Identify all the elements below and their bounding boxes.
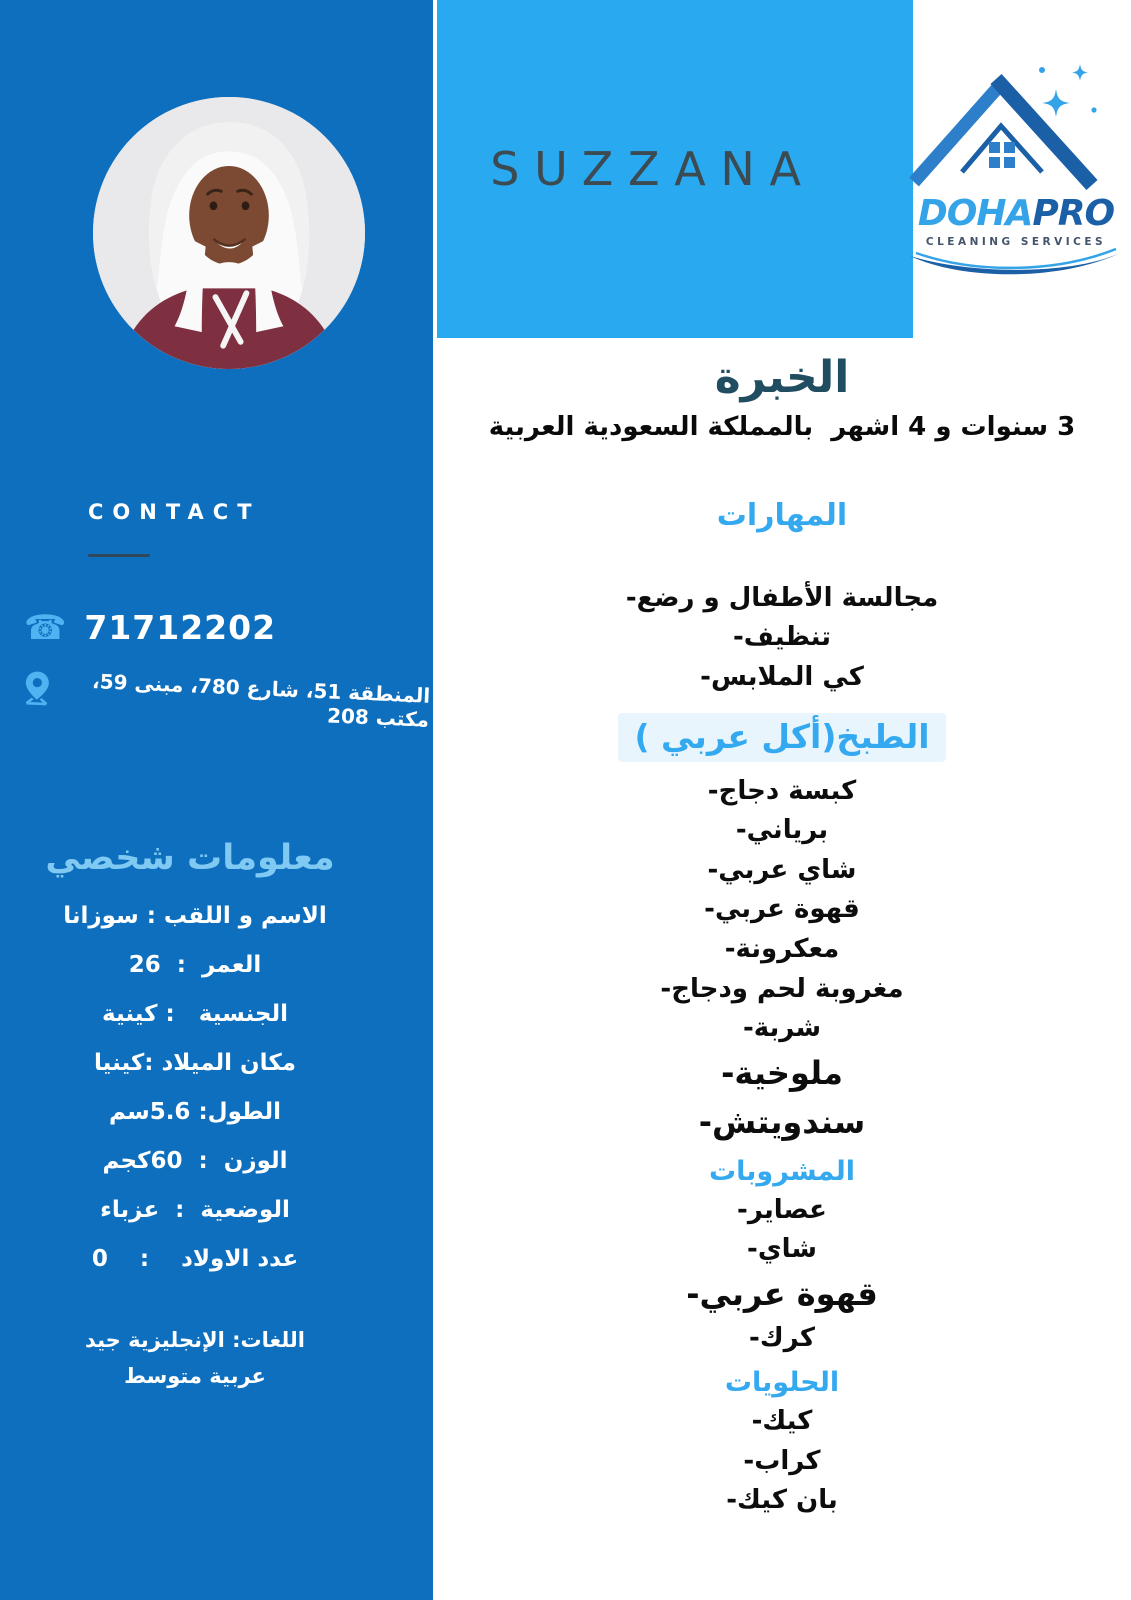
contact-underline xyxy=(88,554,150,557)
info-label: عدد الاولاد xyxy=(181,1246,299,1272)
profile-photo xyxy=(93,97,365,369)
info-label: الجنسية xyxy=(198,1001,288,1027)
list-item: -شاي عربي xyxy=(707,854,857,885)
list-item: -كرك xyxy=(749,1323,815,1354)
info-label: الاسم و اللقب xyxy=(163,903,327,929)
list-item: -بان كيك xyxy=(726,1485,838,1516)
personal-info-row xyxy=(0,1137,390,1186)
personal-info-row xyxy=(0,1186,390,1235)
list-item: -قهوة عربي xyxy=(704,894,860,925)
list-item: -كراب xyxy=(743,1445,821,1476)
logo-word-doha: DOHA xyxy=(917,193,1033,234)
name-banner xyxy=(437,0,913,338)
address-row xyxy=(21,666,431,732)
experience-title: الخبرة xyxy=(714,352,850,403)
profile-photo-illustration xyxy=(93,97,365,369)
personal-info-row xyxy=(0,1088,390,1137)
info-separator: : xyxy=(157,1001,199,1027)
list-item: الحلويات xyxy=(724,1366,840,1398)
list-item: -تنظيف xyxy=(732,622,832,653)
list-item: -قهوة عربي xyxy=(686,1274,878,1313)
personal-info-row xyxy=(0,892,390,941)
language-line: اللغات: الإنجليزية جيد xyxy=(84,1328,306,1352)
info-separator: : xyxy=(182,1148,224,1174)
info-value: كينيا xyxy=(94,1050,145,1076)
personal-info-row xyxy=(0,990,390,1039)
list-item: المهارات xyxy=(716,497,848,533)
info-label: الطول xyxy=(207,1099,281,1125)
company-logo xyxy=(905,58,1127,282)
list-item: -ملوخية xyxy=(721,1053,843,1092)
window-icon xyxy=(989,142,1015,168)
logo-wordmark xyxy=(905,193,1127,234)
list-item: -كبسة دجاج xyxy=(707,775,857,806)
experience-subtitle: 3 سنوات و 4 اشهر بالمملكة السعودية العربية xyxy=(488,412,1076,442)
info-separator: : xyxy=(138,903,164,929)
info-label: العمر xyxy=(202,952,262,978)
info-label: مكان الميلاد xyxy=(161,1050,296,1076)
skills-list xyxy=(618,496,945,1521)
list-item: -مغروبة لحم ودجاج xyxy=(660,973,904,1004)
location-pin-icon xyxy=(21,669,53,712)
address-text: المنطقة 51، شارع 780، مبنى 59، مكتب 208 xyxy=(84,668,431,732)
sparkles-icon xyxy=(1039,64,1097,117)
info-value: سوزانا xyxy=(63,903,139,929)
info-separator: : xyxy=(107,1246,182,1272)
language-line: عربية متوسط xyxy=(124,1364,266,1388)
info-label: الوضعية xyxy=(200,1197,290,1223)
logo-tagline: CLEANING SERVICES xyxy=(925,236,1107,248)
list-item: -شربة xyxy=(742,1013,822,1044)
info-label: الوزن xyxy=(223,1148,288,1174)
list-item: -كي الملابس xyxy=(700,661,864,692)
info-separator: : xyxy=(160,952,202,978)
info-value: 60كجم xyxy=(102,1148,183,1174)
list-item: الطبخ(أكل عربي ) xyxy=(618,713,945,762)
info-separator: : xyxy=(190,1099,208,1125)
info-value: كينية xyxy=(102,1001,158,1027)
candidate-name: SUZZANA xyxy=(490,142,816,196)
personal-info-row xyxy=(0,1039,390,1088)
phone-number: 71712202 xyxy=(84,608,277,647)
info-value: 26 xyxy=(128,952,161,978)
list-item: -مجالسة الأطفال و رضع xyxy=(625,582,939,613)
personal-info-row xyxy=(0,1235,390,1284)
phone-icon: ☎ xyxy=(24,607,67,648)
list-item: -عصاير xyxy=(737,1194,827,1225)
logo-word-pro: PRO xyxy=(1032,193,1115,234)
info-value: 5.6سم xyxy=(109,1099,191,1125)
phone-row xyxy=(24,608,424,647)
info-value: 0 xyxy=(91,1246,108,1272)
personal-info-list xyxy=(0,892,390,1284)
list-item: -برياني xyxy=(735,815,829,846)
list-item: المشروبات xyxy=(709,1155,855,1187)
wave-icon xyxy=(906,248,1126,282)
list-item: -معكرونة xyxy=(724,934,840,964)
personal-info-row xyxy=(0,941,390,990)
list-item: -سندويتش xyxy=(698,1103,866,1142)
contact-heading: CONTACT xyxy=(88,500,261,524)
info-value: عزباء xyxy=(100,1197,160,1223)
experience-section xyxy=(433,338,1131,1600)
sidebar xyxy=(0,0,433,1600)
info-separator: : xyxy=(159,1197,201,1223)
languages-block xyxy=(0,1322,390,1394)
list-item: -شاي xyxy=(747,1234,817,1265)
personal-info-heading: معلومات شخصي xyxy=(45,838,335,878)
list-item: -كيك xyxy=(751,1406,813,1437)
house-icon xyxy=(906,58,1126,200)
info-separator: : xyxy=(144,1050,162,1076)
